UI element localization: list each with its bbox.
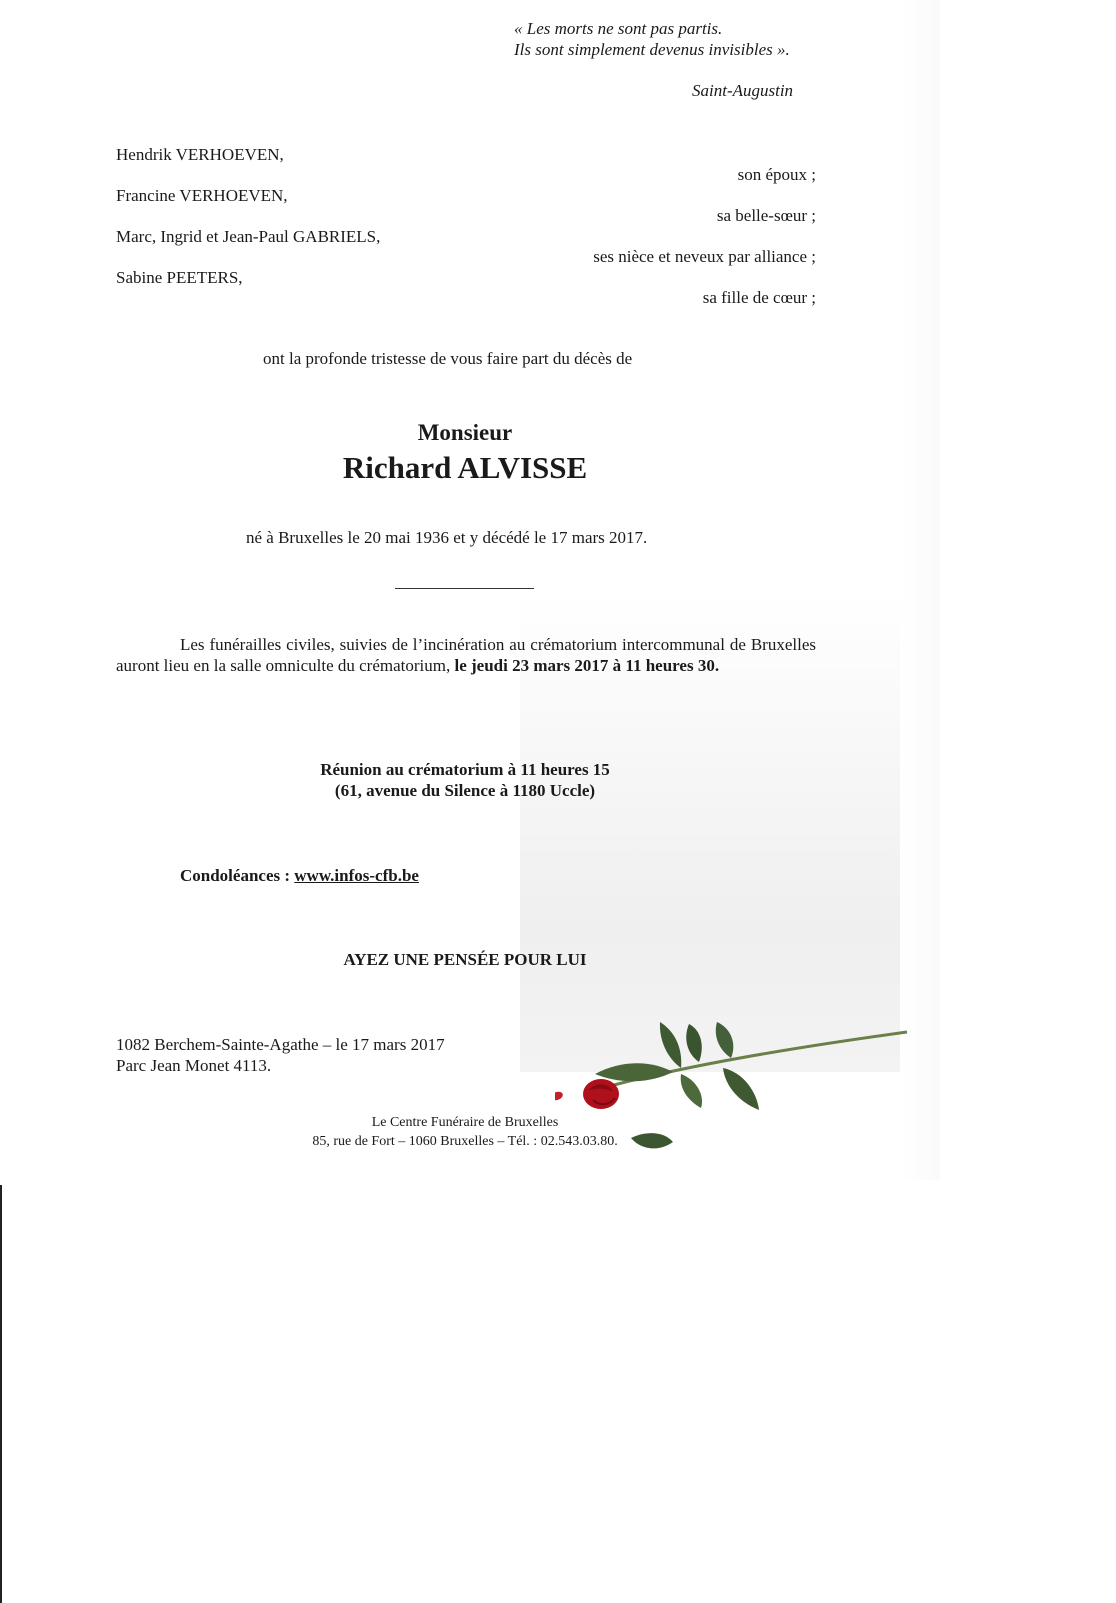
family-relation-1: son époux ; (737, 165, 816, 184)
quote-author: Saint-Augustin (692, 81, 794, 100)
family-name-4: Sabine PEETERS, (116, 268, 243, 287)
separator-line (395, 588, 534, 589)
deceased-title: Monsieur (417, 420, 513, 445)
leaf-4 (716, 1022, 734, 1058)
leaf-5 (723, 1068, 759, 1110)
meeting-line-2: (61, avenue du Silence à 1180 Uccle) (334, 781, 596, 800)
address-line-2: Parc Jean Monet 4113. (116, 1056, 272, 1075)
family-relation-2: sa belle-sœur ; (716, 206, 816, 225)
funeral-date-bold: le jeudi 23 mars 2017 à 11 heures 30. (454, 656, 720, 675)
family-name-2: Francine VERHOEVEN, (116, 186, 288, 205)
announcement-text: ont la profonde tristesse de vous faire part du décès de (263, 349, 633, 368)
family-relation-4: sa fille de cœur ; (702, 288, 816, 307)
leaf-3 (686, 1024, 702, 1062)
leaf-6 (681, 1074, 702, 1108)
family-relation-3: ses nièce et neveux par alliance ; (593, 247, 816, 266)
quote-block (514, 18, 790, 60)
quote-line-2: Ils sont simplement devenus invisibles ». (514, 40, 790, 59)
condolences-label: Condoléances : (180, 866, 295, 885)
fallen-petal (555, 1090, 564, 1102)
scan-edge-line (0, 1185, 2, 1603)
condolences-line (180, 865, 419, 886)
quote-line-1: « Les morts ne sont pas partis. (514, 19, 723, 38)
family-name-1: Hendrik VERHOEVEN, (116, 145, 284, 164)
leaf-2 (595, 1063, 673, 1081)
photo-background-strip (900, 0, 940, 1180)
deceased-dates: né à Bruxelles le 20 mai 1936 et y décédé le 17 mars 2017. (246, 528, 648, 547)
footer-line-1: Le Centre Funéraire de Bruxelles (371, 1115, 559, 1130)
funeral-text: Les funérailles civiles, suivies de l’incinération au crématorium intercommunal de Bruxelles auront lieu en la salle omniculte du crématorium, (116, 635, 816, 675)
meeting-line-1: Réunion au crématorium à 11 heures 15 (320, 760, 610, 779)
address-line-1: 1082 Berchem-Sainte-Agathe – le 17 mars 2017 (116, 1035, 445, 1054)
closing-text: AYEZ UNE PENSÉE POUR LUI (343, 950, 587, 969)
funeral-paragraph (116, 634, 816, 676)
deceased-name: Richard ALVISSE (342, 450, 588, 485)
family-name-3: Marc, Ingrid et Jean-Paul GABRIELS, (116, 227, 381, 246)
leaf-1 (660, 1022, 681, 1068)
condolences-link[interactable]: www.infos-cfb.be (294, 866, 419, 885)
footer-line-2: 85, rue de Fort – 1060 Bruxelles – Tél. : 02.543.03.80. (312, 1134, 618, 1149)
